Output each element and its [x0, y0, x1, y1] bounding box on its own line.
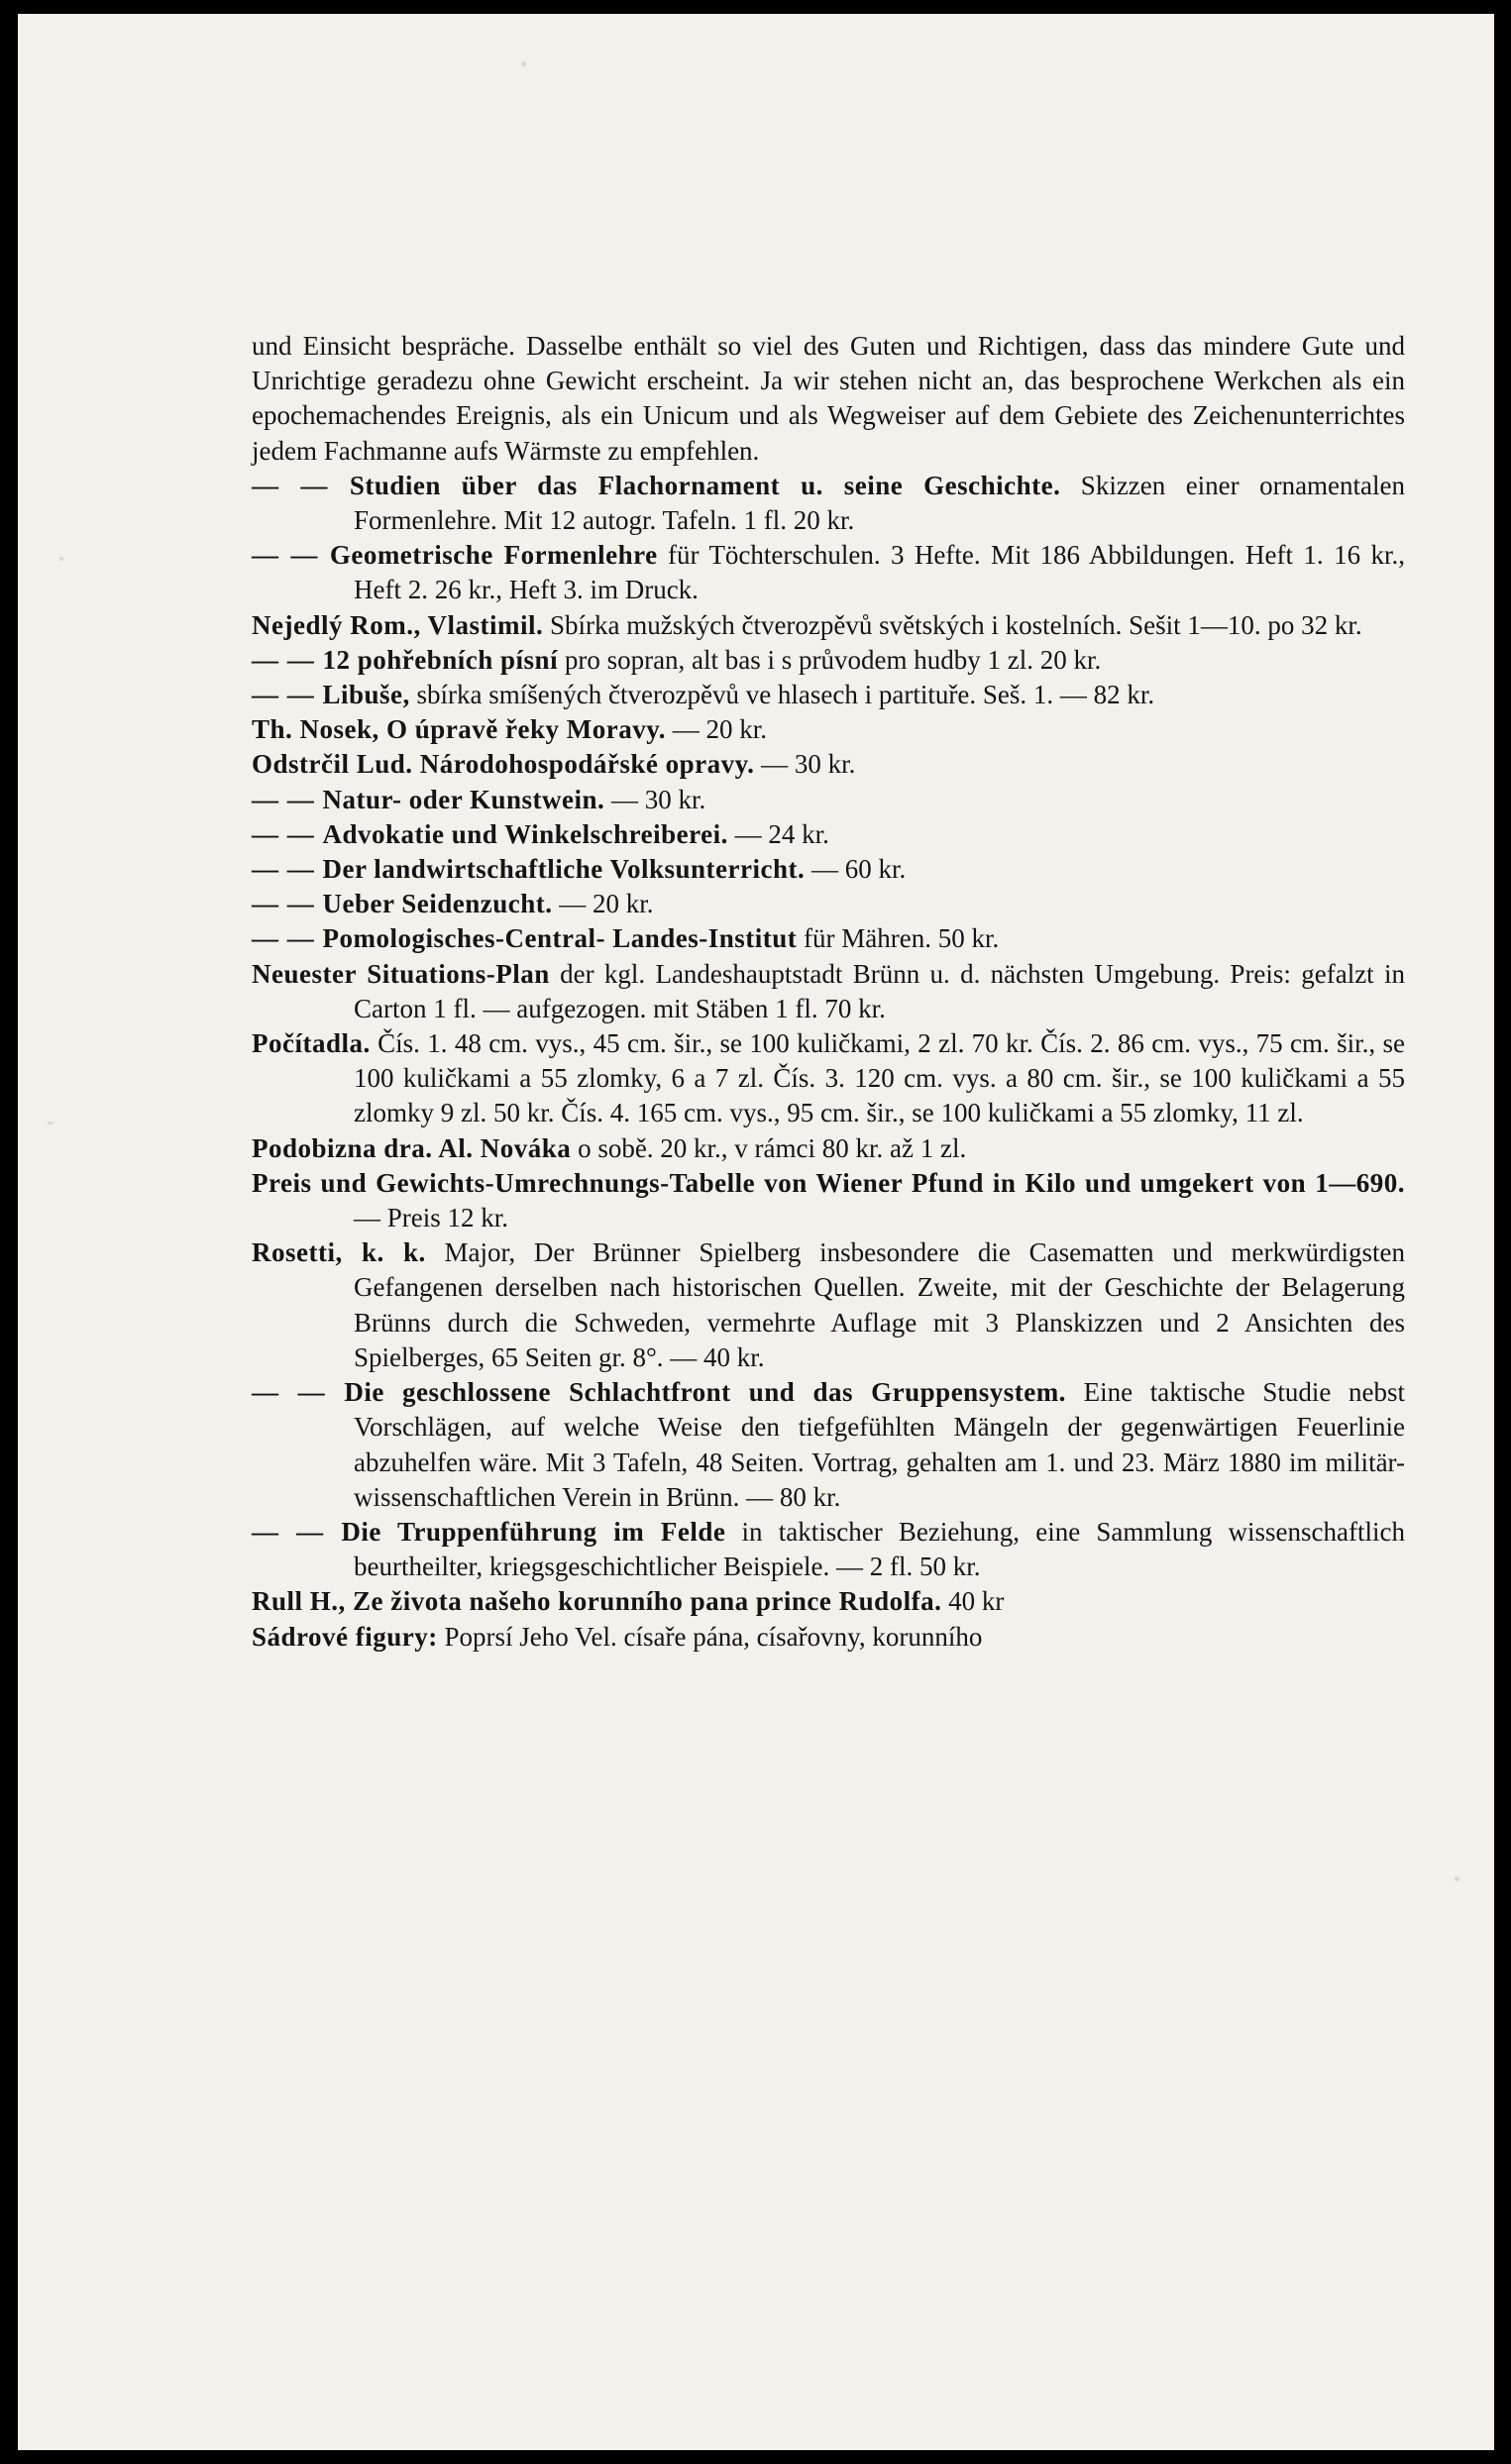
entry-text: — 24 kr.	[727, 818, 829, 849]
entry-title: Sádrové figury:	[252, 1621, 438, 1652]
entry-text: Major, Der Brünner Spielberg insbesondere die Casematten und merkwürdigsten Gefangenen derselben nach historischen Quellen. Zweite, mit der Geschichte der Belagerung Brünns durch die Schweden, vermehrte Auflage mit 3 Planskizzen und 2 Ansichten des Spielberges, 65 Seiten gr. 8°. — 40 kr.	[354, 1237, 1405, 1372]
entry-title: Geometrische Formenlehre	[329, 540, 658, 571]
intro-paragraph	[252, 329, 1405, 469]
entry-text: für Mähren. 50 kr.	[797, 923, 1000, 954]
ditto-dash: — —	[252, 470, 350, 500]
ditto-dash: — —	[252, 923, 323, 954]
entry-text: — Preis 12 kr.	[354, 1203, 509, 1233]
catalog-entry	[252, 921, 1405, 956]
entry-text: Eine taktische Studie nebst Vorschlägen, auf welche Weise den tiefgefühlten Mängeln der gegenwärtigen Feuerlinie abzuhelfen wäre. Mit 3 Tafeln, 48 Seiten. Vortrag, gehalten am 1. und 23. März 1880 im militär-wissenschaftlichen Verein in Brünn. — 80 kr.	[354, 1377, 1406, 1512]
catalog-entry	[252, 1584, 1405, 1619]
entry-title: Rosetti, k. k.	[252, 1237, 426, 1268]
entry-text: sbírka smíšených čtverozpěvů ve hlasech i partituře. Seš. 1. — 82 kr.	[409, 680, 1155, 710]
entry-title: Odstrčil Lud. Národohospodářské opravy.	[252, 749, 755, 780]
entry-text: — 20 kr.	[666, 714, 768, 745]
entry-text: o sobě. 20 kr., v rámci 80 kr. až 1 zl.	[571, 1132, 967, 1163]
entry-title: Th. Nosek, O úpravě řeky Moravy.	[252, 714, 666, 745]
speck-mark	[48, 1122, 54, 1125]
catalog-entry	[252, 852, 1405, 887]
catalog-entry	[252, 1375, 1405, 1515]
catalog-entry	[252, 712, 1405, 747]
catalog-entry	[252, 538, 1405, 607]
catalog-entry	[252, 469, 1405, 538]
catalog-entry	[252, 1166, 1405, 1235]
catalog-entry	[252, 1026, 1405, 1131]
entry-title: Pomologisches-Central- Landes-Institut	[322, 923, 798, 954]
entry-title: Ueber Seidenzucht.	[322, 889, 553, 919]
entry-text: — 30 kr.	[754, 749, 856, 780]
entry-title: Nejedlý Rom., Vlastimil.	[252, 609, 544, 640]
scanned-page	[18, 14, 1494, 2450]
entry-text: Čís. 1. 48 cm. vys., 45 cm. šir., se 100 kuličkami, 2 zl. 70 kr. Čís. 2. 86 cm. vys., 75 cm. šir., se 100 kuličkami a 55 zlomky, 6 a 7 zl. Čís. 3. 120 cm. vys. a 80 cm. šir., se 100 kuličkami a 55 zlomky 9 zl. 50 kr. Čís. 4. 165 cm. vys., 95 cm. šir., se 100 kuličkami a 55 zlomky, 11 zl.	[354, 1028, 1405, 1128]
entry-text: — 20 kr.	[552, 889, 654, 919]
entry-title: Der landwirtschaftliche Volksunterricht.	[322, 854, 806, 885]
speck-mark	[1455, 1876, 1459, 1881]
catalog-entry	[252, 643, 1405, 678]
entry-text: Poprsí Jeho Vel. císaře pána, císařovny, korunního	[437, 1621, 983, 1652]
catalog-entry	[252, 1235, 1405, 1375]
ditto-dash: — —	[252, 1516, 342, 1547]
ditto-dash: — —	[252, 784, 323, 814]
catalog-entry	[252, 783, 1405, 817]
entry-title: Advokatie und Winkelschreiberei.	[322, 818, 728, 849]
entry-title: Preis und Gewichts-Umrechnungs-Tabelle von Wiener Pfund in Kilo und umgekert von 1—690.	[252, 1167, 1405, 1198]
ditto-dash: — —	[252, 540, 330, 571]
catalog-entry	[252, 678, 1405, 712]
entry-title: Podobizna dra. Al. Nováka	[252, 1132, 572, 1163]
entry-text: Sbírka mužských čtverozpěvů světských i kostelních. Sešit 1—10. po 32 kr.	[543, 609, 1362, 640]
catalog-entry	[252, 1620, 1405, 1655]
speck-mark	[59, 557, 63, 561]
ditto-dash: — —	[252, 1377, 345, 1408]
catalog-entry	[252, 608, 1405, 643]
ditto-dash: — —	[252, 854, 323, 885]
catalog-entry	[252, 1515, 1405, 1584]
catalog-entry	[252, 1131, 1405, 1166]
entry-text: in taktischer Beziehung, eine Sammlung wissenschaftlich beurtheilter, kriegsgeschichtlicher Beispiele. — 2 fl. 50 kr.	[354, 1516, 1405, 1582]
entry-title: 12 pohřebních písní	[322, 644, 559, 675]
entry-title: Studien über das Flachornament u. seine Geschichte.	[349, 470, 1061, 500]
ditto-dash: — —	[252, 644, 323, 675]
entry-title: Die geschlossene Schlachtfront und das Gruppensystem.	[344, 1377, 1066, 1408]
entry-text: 40 kr	[941, 1586, 1005, 1617]
entry-title: Natur- oder Kunstwein.	[322, 784, 605, 814]
entry-text: — 60 kr.	[805, 854, 907, 885]
entry-text: der kgl. Landeshauptstadt Brünn u. d. nächsten Umgebung. Preis: gefalzt in Carton 1 fl. — aufgezogen. mit Stäben 1 fl. 70 kr.	[354, 958, 1405, 1023]
catalog-text	[252, 329, 1405, 1655]
ditto-dash: — —	[252, 889, 323, 919]
entry-title: Die Truppenführung im Felde	[341, 1516, 726, 1547]
entry-text: und Einsicht bespräche. Dasselbe enthält so viel des Guten und Richtigen, dass das mindere Gute und Unrichtige geradezu ohne Gewicht erscheint. Ja wir stehen nicht an, das besprochene Werkchen als ein epochemachendes Ereignis, als ein Unicum und als Wegweiser auf dem Gebiete des Zeichenunterrichtes jedem Fachmanne aufs Wärmste zu empfehlen.	[252, 331, 1405, 466]
speck-mark	[521, 61, 526, 66]
entry-title: Neuester Situations-Plan	[252, 958, 550, 989]
catalog-entry	[252, 957, 1405, 1026]
entry-title: Počítadla.	[252, 1028, 371, 1059]
catalog-entry	[252, 817, 1405, 852]
entry-text: pro sopran, alt bas i s průvodem hudby 1 zl. 20 kr.	[558, 644, 1102, 675]
entry-text: für Töchterschulen. 3 Hefte. Mit 186 Abbildungen. Heft 1. 16 kr., Heft 2. 26 kr., Heft 3. im Druck.	[354, 540, 1405, 605]
catalog-entry	[252, 887, 1405, 921]
ditto-dash: — —	[252, 680, 323, 710]
entry-title: Libuše,	[322, 680, 410, 710]
catalog-entry	[252, 747, 1405, 782]
entry-text: — 30 kr.	[604, 784, 706, 814]
ditto-dash: — —	[252, 818, 323, 849]
entry-text: Skizzen einer ornamentalen Formenlehre. Mit 12 autogr. Tafeln. 1 fl. 20 kr.	[354, 470, 1406, 536]
entry-title: Rull H., Ze života našeho korunního pana prince Rudolfa.	[252, 1586, 942, 1617]
